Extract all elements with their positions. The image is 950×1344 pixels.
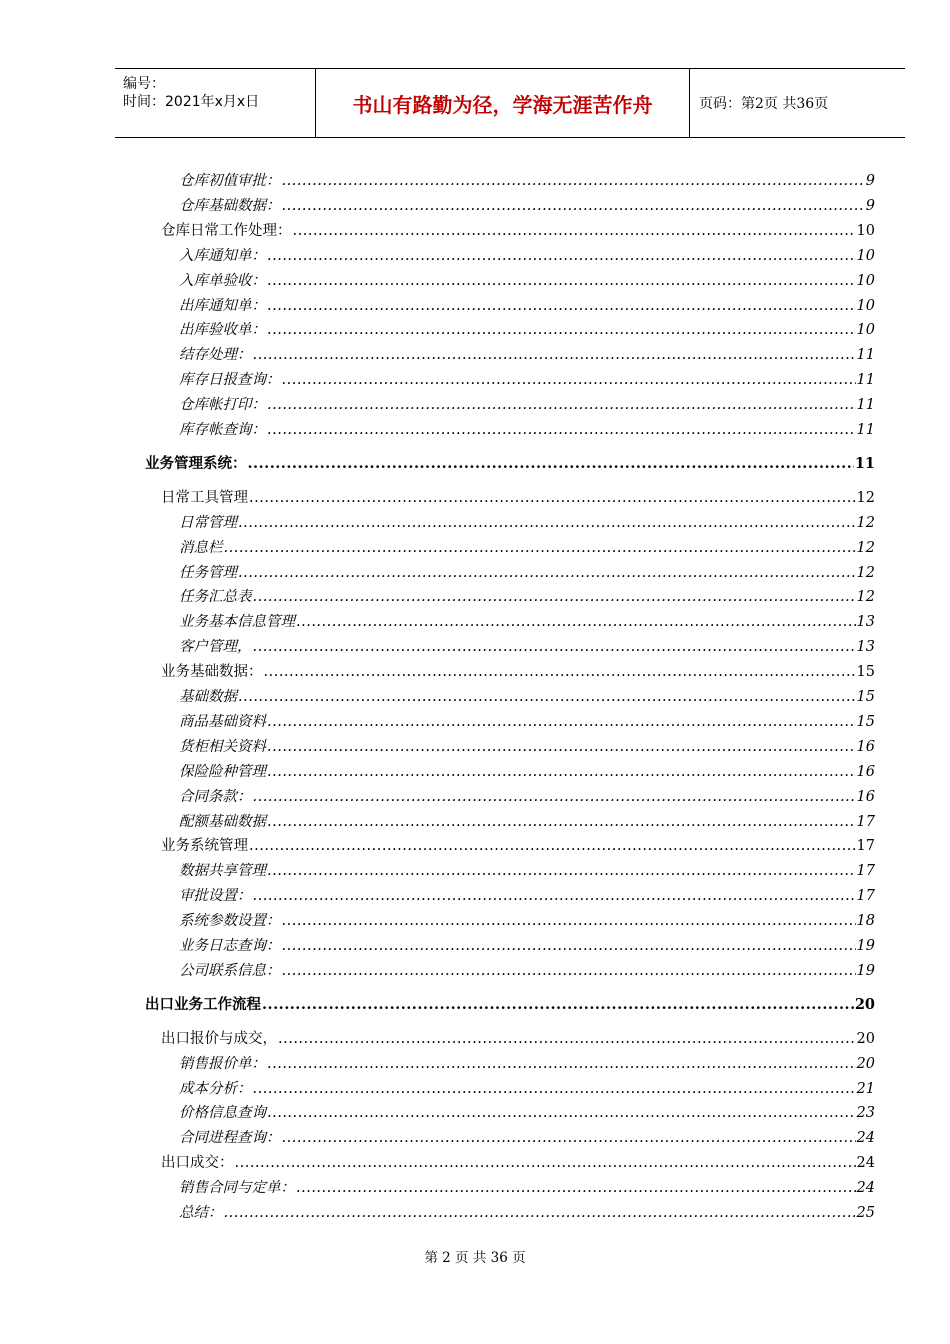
toc-entry-title: 业务日志查询： [179,938,281,954]
toc-entry[interactable] [179,935,875,957]
toc-entry-title: 仓库帐打印： [179,397,266,414]
toc-entry[interactable] [161,1028,875,1050]
toc-dot-leader [267,1102,856,1124]
toc-entry-page: 25 [856,1205,875,1221]
header-meta [115,69,316,137]
toc-entry-title: 出库验收单： [179,322,266,339]
toc-entry[interactable] [179,369,875,391]
toc-entry-page: 24 [856,1155,875,1172]
toc-entry-title: 保险险种管理 [179,763,266,780]
toc-entry-title: 业务管理系统： [145,454,247,472]
toc-entry-title: 出口成交： [161,1155,234,1172]
toc-entry-page: 10 [856,322,875,339]
toc-entry-title: 日常管理 [179,514,237,531]
page-footer: 第 2 页 共 36 页 [424,1250,526,1266]
toc-entry-page: 11 [856,397,875,414]
toc-entry-page: 18 [856,913,875,930]
toc-entry-page: 20 [856,1030,875,1047]
toc-entry[interactable] [179,562,875,584]
toc-entry[interactable] [179,1102,875,1124]
toc-entry[interactable] [179,1202,875,1224]
header-page-info: 页码：第2页 共36页 [699,96,829,112]
header-time-label: 时间：2021年x月x日 [123,94,260,110]
toc-entry-page: 9 [865,197,875,214]
toc-entry-title: 配额基础数据 [179,813,266,830]
toc-entry[interactable] [179,910,875,932]
toc-entry[interactable] [179,686,875,708]
toc-entry[interactable] [179,195,875,217]
toc-entry[interactable] [145,994,875,1016]
toc-entry-page: 13 [856,614,875,631]
toc-dot-leader [267,811,856,833]
toc-dot-leader [249,835,856,857]
toc-entry-page: 23 [856,1105,875,1122]
toc-entry[interactable] [179,711,875,733]
toc-entry-page: 20 [854,995,875,1013]
toc-entry-page: 10 [856,272,875,289]
toc-dot-leader [253,885,856,907]
toc-entry-title: 仓库日常工作处理： [161,222,292,239]
toc-entry-title: 出库通知单： [179,297,266,314]
toc-entry-page: 24 [856,1130,875,1147]
toc-entry-page: 10 [856,247,875,264]
toc-entry[interactable] [179,1078,875,1100]
toc-entry-title: 销售合同与定单： [179,1180,295,1197]
toc-entry-page: 15 [856,664,875,681]
toc-dot-leader [267,736,856,758]
toc-entry-title: 仓库基础数据： [179,197,281,214]
toc-entry[interactable] [179,786,875,808]
page-header [115,68,905,138]
toc-entry-title: 成本分析： [179,1080,252,1097]
toc-entry-title: 基础数据 [179,689,237,705]
toc-dot-leader [296,611,856,633]
toc-entry-page: 15 [856,713,875,730]
toc-dot-leader [282,195,865,217]
toc-entry[interactable] [179,860,875,882]
toc-dot-leader [238,562,856,584]
toc-entry[interactable] [179,512,875,534]
toc-entry-page: 12 [856,589,875,606]
toc-entry-title: 仓库初值审批： [179,173,281,189]
toc-entry-page: 17 [856,888,875,905]
toc-entry-page: 24 [856,1180,875,1197]
toc-entry-title: 销售报价单： [179,1055,266,1072]
toc-dot-leader [267,419,856,441]
toc-entry-title: 出口业务工作流程 [145,995,261,1013]
toc-entry[interactable] [161,1152,875,1174]
toc-entry[interactable] [179,344,875,366]
toc-entry[interactable] [161,661,875,683]
toc-entry[interactable] [179,419,875,441]
toc-entry[interactable] [179,537,875,559]
toc-entry[interactable] [179,586,875,608]
toc-entry-title: 公司联系信息： [179,962,281,979]
toc-entry[interactable] [179,611,875,633]
toc-entry[interactable] [179,319,875,341]
toc-entry[interactable] [179,811,875,833]
toc-entry[interactable] [179,170,875,192]
toc-dot-leader [282,960,856,982]
toc-dot-leader [267,319,856,341]
toc-entry-page: 20 [856,1055,875,1072]
toc-dot-leader [267,860,856,882]
toc-dot-leader [267,295,856,317]
toc-entry-page: 15 [856,689,875,705]
toc-entry-page: 17 [856,838,875,855]
toc-entry-page: 13 [856,639,875,656]
toc-entry-page: 19 [856,962,875,979]
toc-dot-leader [238,686,856,708]
toc-dot-leader [267,245,856,267]
toc-entry-title: 合同进程查询： [179,1130,281,1147]
toc-entry-page: 11 [856,372,875,389]
toc-dot-leader [267,394,856,416]
toc-dot-leader [253,786,856,808]
toc-entry-title: 业务基础数据： [161,664,263,681]
toc-entry-page: 10 [856,222,875,239]
toc-entry-title: 日常工具管理 [161,489,248,506]
toc-dot-leader [267,761,856,783]
toc-entry-title: 业务系统管理 [161,838,248,855]
toc-entry[interactable] [161,835,875,857]
toc-dot-leader [235,1152,856,1174]
toc-dot-leader [264,661,856,683]
toc-dot-leader [224,1202,856,1224]
toc-entry-title: 审批设置： [179,888,252,905]
toc-entry-page: 17 [856,813,875,830]
toc-entry[interactable] [179,394,875,416]
toc-dot-leader [282,170,865,192]
toc-dot-leader [282,369,856,391]
toc-entry-title: 总结： [179,1205,223,1221]
toc-dot-leader [282,935,856,957]
toc-entry[interactable] [145,453,875,475]
toc-entry-page: 10 [856,297,875,314]
toc-entry-title: 库存日报查询： [179,372,281,389]
toc-entry[interactable] [179,1053,875,1075]
toc-entry-title: 任务汇总表 [179,589,252,606]
toc-entry-title: 任务管理 [179,564,237,581]
toc-entry[interactable] [179,270,875,292]
toc-dot-leader [262,994,854,1016]
toc-entry-title: 货柜相关资料 [179,738,266,755]
toc-entry-page: 16 [856,788,875,805]
toc-entry-page: 16 [856,763,875,780]
toc-entry-title: 合同条款： [179,788,252,805]
toc-entry-title: 系统参数设置： [179,913,281,930]
toc-entry[interactable] [179,885,875,907]
toc-entry[interactable] [179,636,875,658]
toc-entry-title: 出口报价与成交， [161,1030,277,1047]
toc-entry[interactable] [161,220,875,242]
toc-entry-title: 消息栏 [179,539,223,556]
toc-entry-page: 21 [856,1080,875,1097]
toc-dot-leader [253,344,856,366]
toc-entry[interactable] [179,1127,875,1149]
toc-entry[interactable] [179,960,875,982]
toc-dot-leader [253,1078,856,1100]
toc-entry-title: 商品基础资料 [179,713,266,730]
toc-dot-leader [224,537,856,559]
header-motto: 书山有路勤为径，学海无涯苦作舟 [316,69,690,137]
toc-dot-leader [267,270,856,292]
toc-entry-title: 结存处理： [179,347,252,364]
toc-entry-title: 库存帐查询： [179,422,266,438]
toc-dot-leader [267,1053,856,1075]
toc-entry[interactable] [161,487,875,509]
toc-entry-page: 12 [856,539,875,556]
toc-entry[interactable] [179,1177,875,1199]
toc-entry[interactable] [179,245,875,267]
toc-entry-page: 11 [856,347,875,364]
toc-entry-page: 12 [856,514,875,531]
toc-dot-leader [238,512,856,534]
toc-entry-page: 11 [856,422,875,438]
toc-entry-title: 入库通知单： [179,247,266,264]
toc-entry-title: 价格信息查询 [179,1105,266,1122]
toc-entry-page: 9 [865,173,875,189]
toc-dot-leader [296,1177,856,1199]
toc-entry[interactable] [179,736,875,758]
toc-entry[interactable] [179,761,875,783]
toc-entry[interactable] [179,295,875,317]
toc-entry-title: 客户管理， [179,639,252,656]
toc-entry-page: 12 [856,564,875,581]
toc-dot-leader [293,220,856,242]
toc-dot-leader [253,636,856,658]
header-number-label: 编号： [123,76,165,92]
toc-entry-title: 入库单验收： [179,272,266,289]
toc-entry-page: 12 [856,489,875,506]
toc-dot-leader [278,1028,856,1050]
toc-dot-leader [267,711,856,733]
toc-entry-page: 19 [856,938,875,954]
toc-dot-leader [248,453,854,475]
toc-entry-page: 11 [854,454,875,472]
toc-entry-page: 17 [856,863,875,880]
toc-dot-leader [249,487,856,509]
toc-dot-leader [253,586,856,608]
toc-entry-title: 数据共享管理 [179,863,266,880]
toc-entry-title: 业务基本信息管理 [179,614,295,631]
toc-dot-leader [282,910,856,932]
toc-dot-leader [282,1127,856,1149]
toc-entry-page: 16 [856,738,875,755]
